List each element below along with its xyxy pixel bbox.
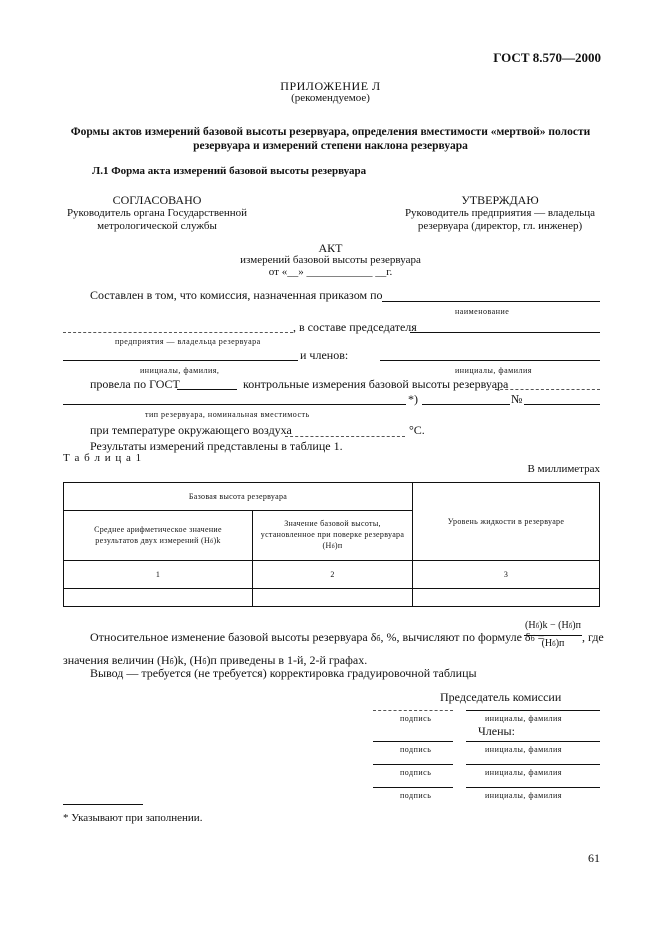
act-date: от «__» ____________ __г. — [268, 266, 393, 278]
signature-caption: подпись — [400, 791, 432, 800]
signature-caption: подпись — [400, 714, 432, 723]
appendix-note: (рекомендуемое) — [291, 92, 370, 104]
col-number-1: 1 — [64, 561, 253, 589]
caption-initials-left: инициалы, фамилия, — [140, 366, 220, 375]
enterprise-field[interactable] — [63, 332, 293, 333]
degree-unit: °С. — [409, 423, 425, 437]
approval-right-title: УТВЕРЖДАЮ — [461, 193, 539, 207]
formula-text: Относительное изменение базовой высоты резервуара δб, %, вычисляют по формуле δб = — [90, 630, 545, 644]
approval-right-line2: резервуара (директор, гл. инженер) — [417, 220, 583, 232]
formula-fraction-bar — [524, 635, 582, 636]
formula-tail: , где — [582, 630, 604, 644]
approval-left-title: СОГЛАСОВАНО — [112, 193, 202, 207]
appendix-title: ПРИЛОЖЕНИЕ Л — [280, 79, 381, 93]
initials-caption: инициалы, фамилия — [485, 745, 562, 754]
table-cell[interactable] — [413, 589, 600, 607]
caption-enterprise: предприятия — владельца резервуара — [115, 337, 261, 346]
member3-name-field[interactable] — [466, 787, 600, 788]
control-field[interactable] — [495, 389, 600, 390]
conducted-text: провела по ГОСТ — [90, 377, 180, 391]
member2-name-field[interactable] — [466, 764, 600, 765]
approval-left-line1: Руководитель органа Государственной — [66, 207, 248, 219]
tank-number-field[interactable] — [524, 404, 600, 405]
tank-type-field[interactable] — [63, 404, 406, 405]
act-title: АКТ — [318, 241, 343, 255]
member1-name-field[interactable] — [466, 741, 600, 742]
initials-caption: инициалы, фамилия — [485, 714, 562, 723]
chairman-signature-field[interactable] — [373, 710, 453, 711]
order-field[interactable] — [382, 301, 600, 302]
formula-denominator: (Hб)п — [541, 638, 565, 649]
col-number-2: 2 — [253, 561, 413, 589]
col1-header: Среднее арифметическое значение результатов двух измерений (Hб)k — [64, 511, 253, 561]
chairman-initials-field[interactable] — [63, 360, 298, 361]
chairman-field[interactable] — [410, 332, 600, 333]
member1-signature-field[interactable] — [373, 741, 453, 742]
temperature-field[interactable] — [285, 436, 405, 437]
table-cell[interactable] — [64, 589, 253, 607]
caption-type: тип резервуара, номинальная вместимость — [145, 410, 310, 419]
values-line: значения величин (Hб)k, (Hб)п приведены в 1-й, 2-й графах. — [63, 653, 368, 667]
members-field[interactable] — [380, 360, 600, 361]
formula-numerator: (Hб)k − (Hб)п — [525, 620, 581, 631]
chairman-name-field[interactable] — [466, 710, 600, 711]
chairman-label: Председатель комиссии — [440, 690, 562, 704]
col2-header: Значение базовой высоты, установленное при поверке резервуара (Hб)п — [253, 511, 413, 561]
col-number-3: 3 — [413, 561, 600, 589]
subsection-title: Л.1 Форма акта измерений базовой высоты резервуара — [92, 165, 367, 177]
standard-code: ГОСТ 8.570—2000 — [493, 50, 601, 65]
gost-field[interactable] — [177, 389, 237, 390]
footnote-marker: *) — [408, 392, 418, 406]
members-label: Члены: — [478, 724, 515, 738]
footnote-rule — [63, 804, 143, 805]
approval-right-line1: Руководитель предприятия — владельца — [404, 207, 596, 219]
signature-caption: подпись — [400, 768, 432, 777]
page-number: 61 — [588, 851, 600, 865]
footnote-text: * Указывают при заполнении. — [63, 812, 203, 824]
member3-signature-field[interactable] — [373, 787, 453, 788]
temperature-text: при температуре окружающего воздуха — [90, 423, 292, 437]
initials-caption: инициалы, фамилия — [485, 791, 562, 800]
table-label: Т а б л и ц а 1 — [63, 452, 143, 464]
section-title-line2: резервуара и измерений степени наклона резервуара — [193, 140, 468, 152]
conclusion-text: Вывод — требуется (не требуется) корректировка градуировочной таблицы — [90, 666, 477, 680]
approval-left-line2: метрологической службы — [97, 220, 217, 232]
tank-extra-field[interactable] — [422, 404, 510, 405]
caption-name: наименование — [455, 307, 510, 316]
section-title-line1: Формы актов измерений базовой высоты резервуара, определения вместимости «мертвой» полости — [70, 126, 591, 138]
col3-header: Уровень жидкости в резервуаре — [413, 483, 600, 561]
members-text: и членов: — [300, 348, 349, 362]
results-text: Результаты измерений представлены в таблице 1. — [90, 439, 343, 453]
composed-text: Составлен в том, что комиссия, назначенная приказом по — [90, 288, 383, 302]
control-text: контрольные измерения базовой высоты резервуара — [243, 377, 509, 391]
member2-signature-field[interactable] — [373, 764, 453, 765]
results-table — [63, 482, 600, 607]
act-subtitle: измерений базовой высоты резервуара — [240, 254, 421, 266]
signature-caption: подпись — [400, 745, 432, 754]
initials-caption: инициалы, фамилия — [485, 768, 562, 777]
number-sign: № — [511, 392, 523, 406]
group-header: Базовая высота резервуара — [64, 483, 413, 511]
chair-text: , в составе председателя — [293, 320, 417, 334]
table-cell[interactable] — [253, 589, 413, 607]
caption-initials-right: инициалы, фамилия — [455, 366, 532, 375]
table-units: В миллиметрах — [527, 463, 600, 475]
